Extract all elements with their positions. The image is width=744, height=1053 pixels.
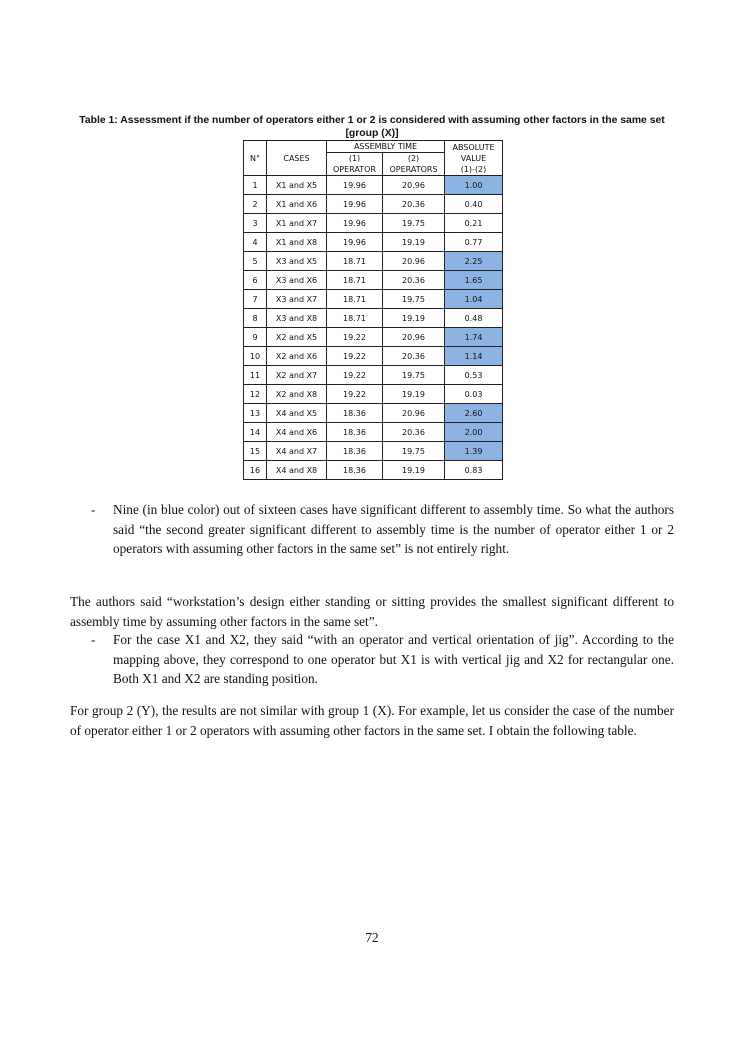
table-row: [244, 442, 503, 461]
cell-op1: 18.71: [327, 271, 383, 290]
cell-op2: 19.19: [383, 461, 445, 480]
cell-n: 10: [244, 347, 267, 366]
cell-n: 4: [244, 233, 267, 252]
cell-abs: 1.00: [445, 176, 503, 195]
cell-op1: 18.71: [327, 290, 383, 309]
cell-op1: 19.96: [327, 176, 383, 195]
cell-op1: 19.22: [327, 328, 383, 347]
cell-op2: 20.96: [383, 328, 445, 347]
header-abs-line2: VALUE: [460, 153, 487, 163]
cell-op2: 20.96: [383, 404, 445, 423]
cell-n: 3: [244, 214, 267, 233]
header-one-operator: [327, 153, 383, 176]
cell-op2: 20.96: [383, 176, 445, 195]
cell-abs: 0.53: [445, 366, 503, 385]
header-op2-line1: (2): [407, 154, 420, 163]
cell-op1: 19.96: [327, 214, 383, 233]
cell-case: X3 and X5: [267, 252, 327, 271]
cell-case: X1 and X6: [267, 195, 327, 214]
cell-abs: 1.39: [445, 442, 503, 461]
cell-n: 5: [244, 252, 267, 271]
cell-op2: 19.75: [383, 214, 445, 233]
cell-abs: 0.77: [445, 233, 503, 252]
header-cases: CASES: [267, 141, 327, 176]
cell-case: X3 and X6: [267, 271, 327, 290]
cell-case: X4 and X8: [267, 461, 327, 480]
cell-op1: 19.22: [327, 385, 383, 404]
table-row: [244, 214, 503, 233]
cell-op1: 18.71: [327, 252, 383, 271]
cell-op1: 18.36: [327, 461, 383, 480]
cell-abs: 1.14: [445, 347, 503, 366]
table-row: [244, 233, 503, 252]
cell-op2: 19.19: [383, 385, 445, 404]
cell-n: 12: [244, 385, 267, 404]
cell-op1: 18.36: [327, 442, 383, 461]
header-abs-line1: ABSOLUTE: [452, 142, 495, 152]
cell-op1: 19.96: [327, 195, 383, 214]
cell-abs: 1.04: [445, 290, 503, 309]
cell-abs: 2.25: [445, 252, 503, 271]
paragraph-workstation: The authors said “workstation’s design either standing or sitting provides the smallest significant different to assembly time by assuming other factors in the same set”.: [70, 594, 674, 629]
cell-op1: 19.22: [327, 366, 383, 385]
bullet-marker-2: -: [91, 632, 96, 647]
cell-n: 15: [244, 442, 267, 461]
cell-op2: 20.36: [383, 271, 445, 290]
cell-abs: 1.65: [445, 271, 503, 290]
table-row: [244, 176, 503, 195]
cell-abs: 0.03: [445, 385, 503, 404]
cell-n: 9: [244, 328, 267, 347]
header-abs-line3: (1)-(2): [460, 164, 487, 174]
header-n: N°: [244, 141, 267, 176]
bullet-paragraph-1: Nine (in blue color) out of sixteen cases have significant different to assembly time. So what the authors said “the second greater significant different to assembly time is the number of operator either 1 or 2 operators with assuming other factors in the same set” is not entirely right.: [113, 502, 674, 556]
table-caption: Table 1: Assessment if the number of operators either 1 or 2 is considered with assuming other factors in the same set [group (X)]: [79, 115, 665, 139]
header-op2-line2: OPERATORS: [389, 165, 438, 174]
cell-case: X2 and X7: [267, 366, 327, 385]
cell-n: 7: [244, 290, 267, 309]
cell-op2: 20.36: [383, 195, 445, 214]
cell-case: X2 and X8: [267, 385, 327, 404]
cell-op2: 19.19: [383, 233, 445, 252]
cell-op2: 20.36: [383, 347, 445, 366]
header-two-operators: [383, 153, 445, 176]
cell-abs: 2.00: [445, 423, 503, 442]
cell-op2: 20.96: [383, 252, 445, 271]
cell-case: X1 and X5: [267, 176, 327, 195]
cell-n: 14: [244, 423, 267, 442]
cell-n: 2: [244, 195, 267, 214]
table-row: [244, 195, 503, 214]
cell-n: 1: [244, 176, 267, 195]
cell-case: X4 and X6: [267, 423, 327, 442]
table-row: [244, 366, 503, 385]
table-row: [244, 404, 503, 423]
cell-case: X1 and X8: [267, 233, 327, 252]
cell-case: X3 and X7: [267, 290, 327, 309]
table-row: [244, 385, 503, 404]
cell-op2: 19.75: [383, 366, 445, 385]
cell-op1: 18.36: [327, 423, 383, 442]
header-assembly-time: ASSEMBLY TIME: [327, 141, 445, 153]
table-row: [244, 252, 503, 271]
table-row: [244, 271, 503, 290]
header-absolute-value: [445, 141, 503, 176]
cell-n: 8: [244, 309, 267, 328]
header-op1-line1: (1): [348, 154, 361, 163]
cell-abs: 0.21: [445, 214, 503, 233]
table-row: [244, 347, 503, 366]
cell-n: 13: [244, 404, 267, 423]
cell-case: X2 and X5: [267, 328, 327, 347]
cell-op2: 19.19: [383, 309, 445, 328]
cell-abs: 2.60: [445, 404, 503, 423]
table-row: [244, 461, 503, 480]
table-row: [244, 309, 503, 328]
cell-op1: 18.71: [327, 309, 383, 328]
header-op1-line2: OPERATOR: [332, 165, 376, 174]
table-row: [244, 328, 503, 347]
table-body: [244, 176, 503, 480]
cell-case: X1 and X7: [267, 214, 327, 233]
cell-abs: 0.83: [445, 461, 503, 480]
cell-op1: 18.36: [327, 404, 383, 423]
bullet-marker-1: -: [91, 502, 96, 517]
cell-n: 16: [244, 461, 267, 480]
cell-abs: 0.40: [445, 195, 503, 214]
assessment-table: [243, 140, 503, 480]
cell-case: X4 and X7: [267, 442, 327, 461]
cell-op1: 19.96: [327, 233, 383, 252]
cell-abs: 1.74: [445, 328, 503, 347]
cell-op2: 19.75: [383, 290, 445, 309]
page-number: 72: [365, 930, 379, 945]
cell-op2: 19.75: [383, 442, 445, 461]
cell-n: 6: [244, 271, 267, 290]
cell-abs: 0.48: [445, 309, 503, 328]
cell-n: 11: [244, 366, 267, 385]
cell-op1: 19.22: [327, 347, 383, 366]
cell-case: X3 and X8: [267, 309, 327, 328]
bullet-paragraph-2: For the case X1 and X2, they said “with an operator and vertical orientation of jig”. According to the mapping above, they correspond to one operator but X1 is with vertical jig and X2 for rectangular one. Both X1 and X2 are standing position.: [113, 632, 674, 686]
cell-case: X4 and X5: [267, 404, 327, 423]
cell-op2: 20.36: [383, 423, 445, 442]
table-row: [244, 423, 503, 442]
cell-case: X2 and X6: [267, 347, 327, 366]
paragraph-group2: For group 2 (Y), the results are not similar with group 1 (X). For example, let us consider the case of the number of operator either 1 or 2 operators with assuming other factors in the same set. I obtain the following table.: [70, 703, 674, 738]
table-row: [244, 290, 503, 309]
